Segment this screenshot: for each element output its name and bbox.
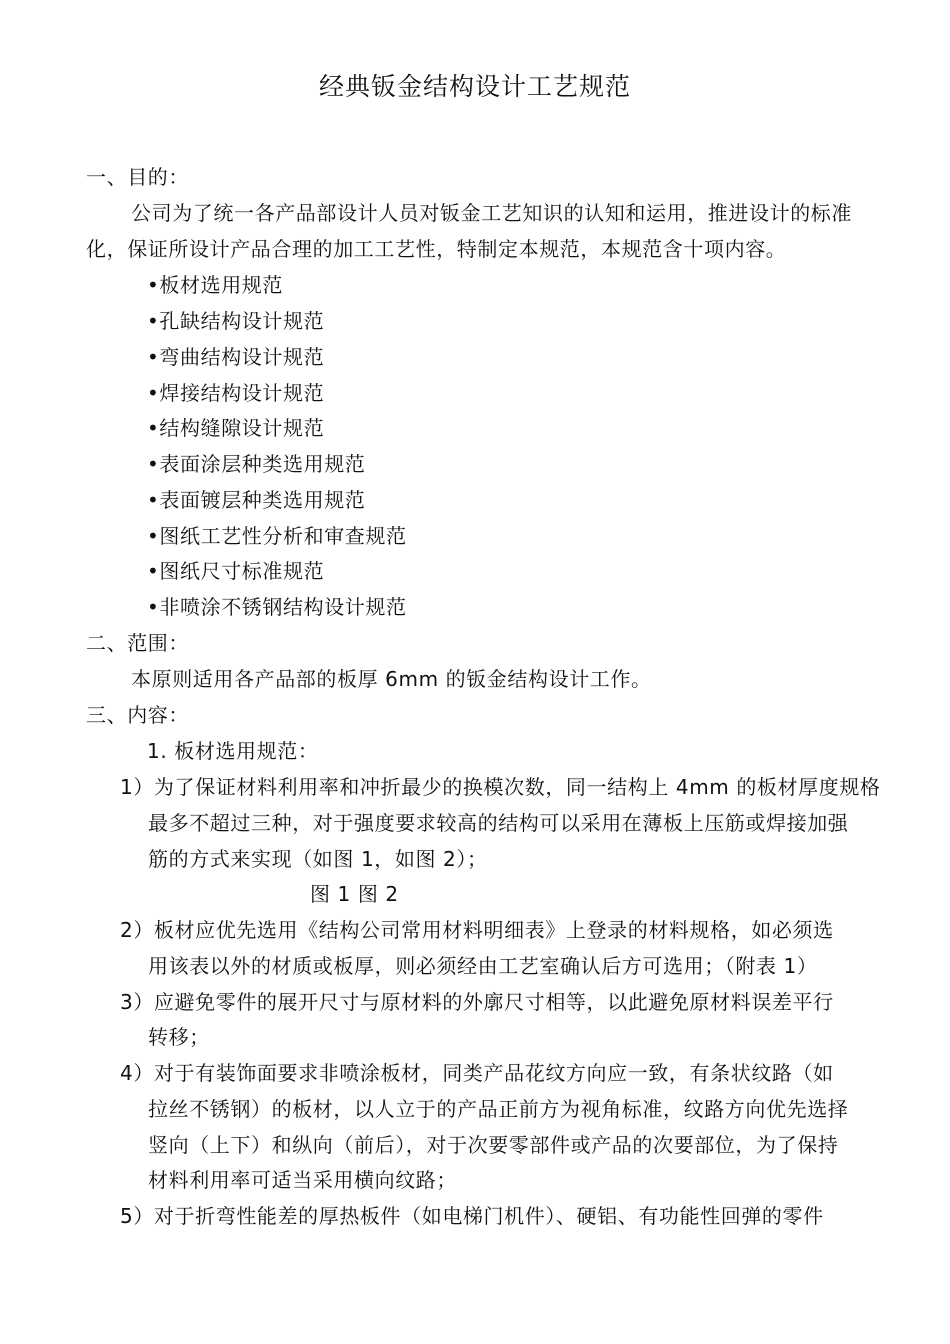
figure-caption: 图 1 图 2	[310, 882, 399, 906]
paragraph-line: 竖向（上下）和纵向（前后），对于次要零部件或产品的次要部位，为了保持	[148, 1133, 839, 1157]
list-item: •弯曲结构设计规范	[147, 345, 325, 369]
paragraph-line: 5）对于折弯性能差的厚热板件（如电梯门机件）、硬铝、有功能性回弹的零件	[120, 1204, 824, 1228]
list-item: •非喷涂不锈钢结构设计规范	[147, 595, 407, 619]
paragraph-line: 拉丝不锈钢）的板材，以人立于的产品正前方为视角标准，纹路方向优先选择	[148, 1097, 849, 1121]
section-heading-scope: 二、范围：	[86, 631, 189, 655]
paragraph-line: 4）对于有装饰面要求非喷涂板材，同类产品花纹方向应一致，有条状纹路（如	[120, 1061, 834, 1085]
subsection-heading: 1. 板材选用规范：	[147, 739, 319, 763]
list-item: •板材选用规范	[147, 273, 283, 297]
paragraph-line: 化，保证所设计产品合理的加工工艺性，特制定本规范，本规范含十项内容。	[86, 237, 787, 261]
list-item: •图纸尺寸标准规范	[147, 559, 325, 583]
section-heading-content: 三、内容：	[86, 703, 189, 727]
paragraph-line: 1）为了保证材料利用率和冲折最少的换模次数，同一结构上 4mm 的板材厚度规格	[120, 775, 881, 799]
paragraph-line: 3）应避免零件的展开尺寸与原材料的外廓尺寸相等，以此避免原材料误差平行	[120, 990, 834, 1014]
section-heading-purpose: 一、目的：	[86, 165, 189, 189]
paragraph-line: 筋的方式来实现（如图 1，如图 2）；	[148, 847, 488, 871]
paragraph-line: 材料利用率可适当采用横向纹路；	[148, 1168, 457, 1192]
paragraph-line: 最多不超过三种，对于强度要求较高的结构可以采用在薄板上压筋或焊接加强	[148, 811, 849, 835]
paragraph-line: 公司为了统一各产品部设计人员对钣金工艺知识的认知和运用，推进设计的标准	[131, 201, 852, 225]
list-item: •结构缝隙设计规范	[147, 416, 325, 440]
paragraph-line: 本原则适用各产品部的板厚 6mm 的钣金结构设计工作。	[131, 667, 652, 691]
list-item: •图纸工艺性分析和审查规范	[147, 524, 407, 548]
list-item: •表面镀层种类选用规范	[147, 488, 366, 512]
list-item: •表面涂层种类选用规范	[147, 452, 366, 476]
paragraph-line: 用该表以外的材质或板厚，则必须经由工艺室确认后方可选用；（附表 1）	[148, 954, 818, 978]
list-item: •焊接结构设计规范	[147, 381, 325, 405]
paragraph-line: 2）板材应优先选用《结构公司常用材料明细表》上登录的材料规格，如必须选	[120, 918, 834, 942]
paragraph-line: 转移；	[148, 1025, 210, 1049]
document-title: 经典钣金结构设计工艺规范	[318, 72, 631, 101]
list-item: •孔缺结构设计规范	[147, 309, 325, 333]
